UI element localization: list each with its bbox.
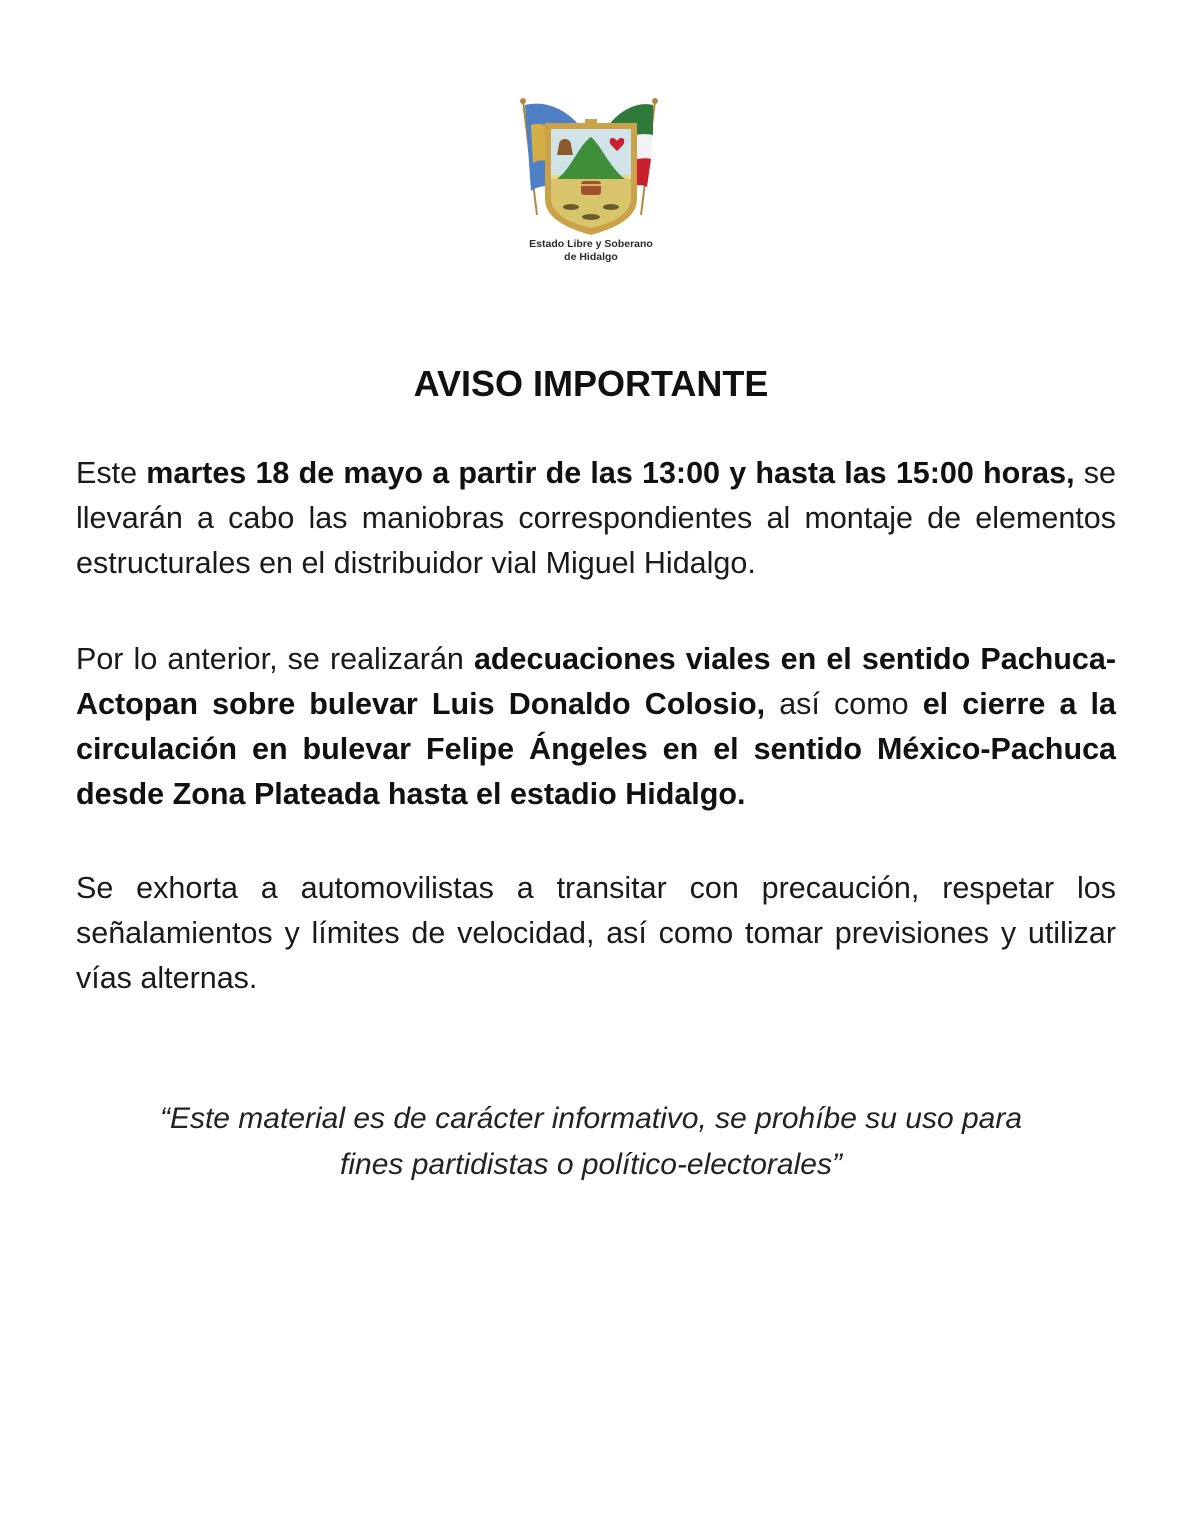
paragraph-schedule [76,451,1116,586]
disclaimer-line1: “Este material es de carácter informativo, se prohíbe su uso para [159,1102,1023,1135]
disclaimer [96,1096,1086,1188]
emblem-caption [491,238,691,264]
state-emblem [509,95,673,241]
paragraph-advisory [76,866,1116,1001]
page-title: AVISO IMPORTANTE [413,363,769,404]
paragraph-text: así como [765,687,923,721]
hidalgo-coat-of-arms-icon [509,95,673,241]
paragraph-road-changes [76,637,1116,817]
disclaimer-line2: fines partidistas o político-electorales” [340,1148,842,1181]
paragraph-text: Este [76,456,147,490]
paragraph-text: se llevarán a cabo las maniobras correspondientes al montaje de elementos estructurales en el distribuidor vial Miguel Hidalgo. [76,456,1116,580]
emblem-caption-line2: de Hidalgo [564,251,618,263]
paragraph-bold-adjustments: adecuaciones viales en el sentido Pachuca-Actopan sobre bulevar Luis Donaldo Colosio, [76,642,1116,721]
emblem-caption-line1: Estado Libre y Soberano [529,238,653,250]
paragraph-text: Por lo anterior, se realizarán [76,642,474,676]
paragraph-text: Se exhorta a automovilistas a transitar con precaución, respetar los señalamientos y límites de velocidad, así como tomar previsiones y utilizar vías alternas. [76,871,1116,995]
paragraph-bold-date: martes 18 de mayo a partir de las 13:00 y hasta las 15:00 horas, [146,456,1075,490]
paragraph-bold-closure: el cierre a la circulación en bulevar Felipe Ángeles en el sentido México-Pachuca desde Zona Plateada hasta el estadio Hidalgo. [76,687,1116,811]
